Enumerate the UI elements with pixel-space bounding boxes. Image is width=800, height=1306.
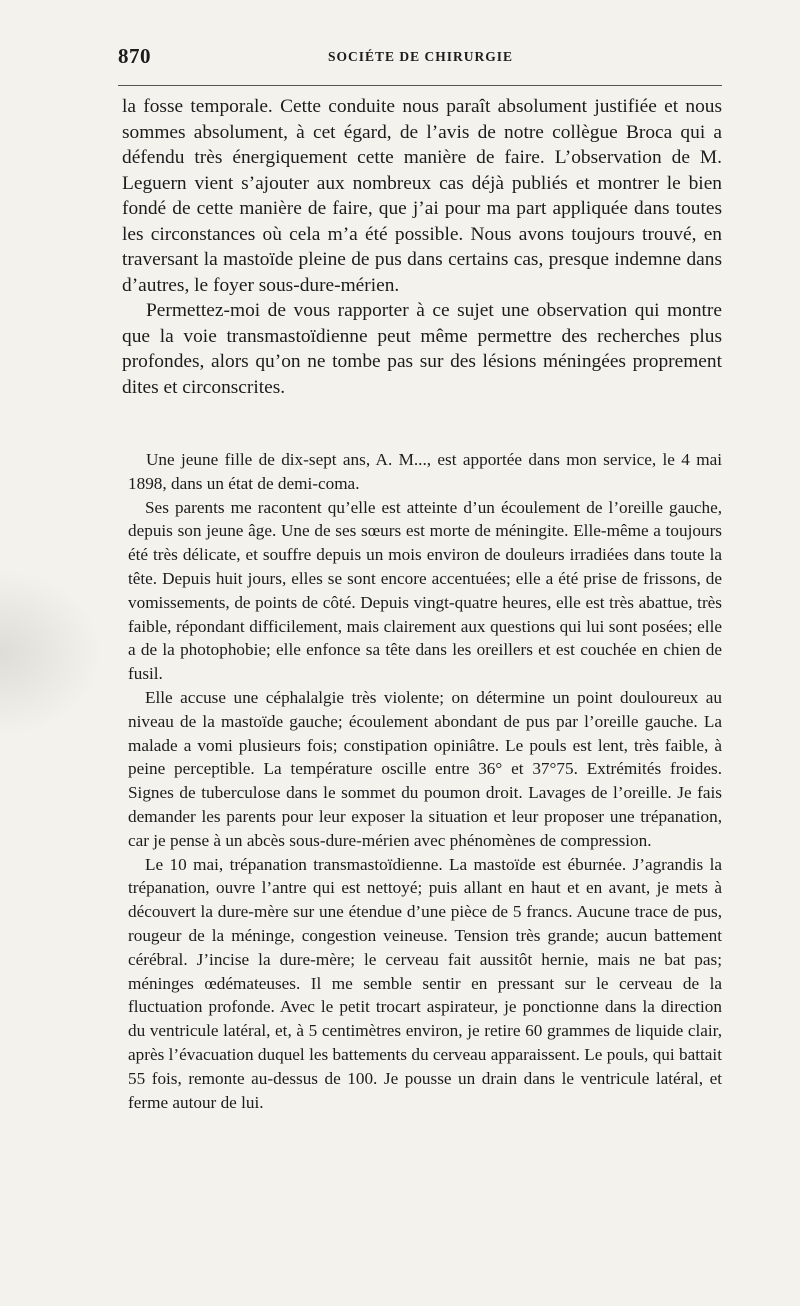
observation-paragraph: Le 10 mai, trépanation transmastoïdienne. La mastoïde est éburnée. J’agrandis la trépanation, ouvre l’antre qui est nettoyé; puis allant en haut et en avant, je mets à découvert la dure-mère sur une étendue d’une pièce de 5 francs. Aucune trace de pus, rougeur de la méninge, congestion veineuse. Tension très grande; aucun battement cérébral. J’incise la dure-mère; le cerveau fait aussitôt hernie, mais ne bat pas; méninges œdémateuses. Il me semble sentir en pressant sur le cerveau de la fluctuation profonde. Avec le petit trocart aspirateur, je ponctionne dans la direction du ventricule latéral, et, à 5 centimètres environ, je retire 60 grammes de liquide clair, après l’évacuation duquel les battements du cerveau apparaissent. Le pouls, qui battait 55 fois, remonte au-dessus de 100. Je pousse un drain dans le ventricule latéral, et ferme autour de lui. <box>128 854 722 1112</box>
paragraph: Permettez-moi de vous rapporter à ce sujet une observation qui montre que la voie transmastoïdienne peut même permettre des recherches plus profondes, alors qu’on ne tombe pas sur des lésions méningées proprement dites et circonscrites. <box>122 300 722 398</box>
paragraph: la fosse temporale. Cette conduite nous paraît absolument justifiée et nous sommes absolument, à cet égard, de l’avis de notre collègue Broca qui a défendu très énergiquement cette manière de faire. L’observation de M. Leguern vient s’ajouter aux nombreux cas déjà publiés et montrer le bien fondé de cette manière de faire, que j’ai pour ma part appliquée dans toutes les circonstances où cela m’a été possible. Nous avons toujours trouvé, en traversant la mastoïde pleine de pus dans certains cas, presque indemne dans d’autres, le foyer sous-dure-mérien. <box>122 96 722 296</box>
observation-block <box>128 448 722 1114</box>
running-title: SOCIÉTE DE CHIRURGIE <box>328 49 514 64</box>
main-text-block <box>122 94 722 400</box>
observation-paragraph: Elle accuse une céphalalgie très violente; on détermine un point douloureux au niveau de la mastoïde gauche; écoulement abondant de pus par l’oreille gauche. La malade a vomi plusieurs fois; constipation opiniâtre. Le pouls est lent, très faible, à peine perceptible. La température oscille entre 36° et 37°75. Extrémités froides. Signes de tuberculose dans le sommet du poumon droit. Lavages de l’oreille. Je fais demander les parents pour leur exposer la situation et leur proposer une trépanation, car je pense à un abcès sous-dure-mérien avec phénomènes de compression. <box>128 687 722 850</box>
observation-paragraph: Une jeune fille de dix-sept ans, A. M..., est apportée dans mon service, le 4 mai 1898, dans un état de demi-coma. <box>128 450 722 493</box>
observation-paragraph: Ses parents me racontent qu’elle est atteinte d’un écoulement de l’oreille gauche, depuis son jeune âge. Une de ses sœurs est morte de méningite. Elle-même a toujours été très délicate, et souffre depuis un mois environ de douleurs irradiées dans toute la tête. Depuis huit jours, elles se sont encore accentuées; elle a été prise de frissons, de vomissements, de points de côté. Depuis vingt-quatre heures, elle est très abattue, très faible, répondant difficilement, mais clairement aux questions qui lui sont posées; elle a de la photophobie; elle enfonce sa tête dans les oreillers et est couchée en chien de fusil. <box>128 497 722 684</box>
page-header <box>118 44 722 72</box>
page-number: 870 <box>118 44 151 68</box>
header-rule <box>118 85 722 86</box>
